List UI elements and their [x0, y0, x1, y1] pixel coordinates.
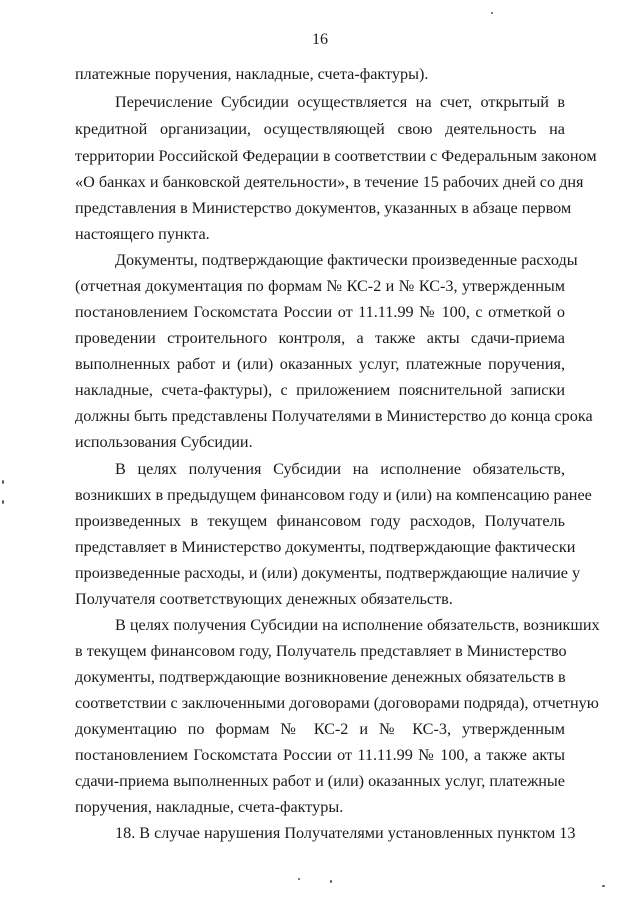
text-line: Получателя соответствующих денежных обязательств. [75, 590, 453, 608]
text-line: накладные, счета-фактуры), с приложением пояснительной записки [75, 381, 565, 399]
text-line: документацию по формам № КС-2 и № КС-3, утвержденным [75, 720, 565, 738]
text-line: постановлением Госкомстата России от 11.11.99 № 100, с отметкой о [75, 303, 565, 321]
text-line: постановлением Госкомстата России от 11.11.99 № 100, а также акты [75, 746, 565, 764]
text-line: произведенных в текущем финансовом году расходов, Получатель [75, 512, 565, 530]
text-line: В целях получения Субсидии на исполнение обязательств, [115, 460, 565, 478]
text-line: произведенные расходы, и (или) документы, подтверждающие наличие у [75, 564, 581, 582]
text-line: платежные поручения, накладные, счета-фактуры). [75, 65, 429, 83]
scan-speck [602, 885, 605, 887]
text-line: представления в Министерство документов, указанных в абзаце первом [75, 199, 572, 217]
text-line: 18. В случае нарушения Получателями установленных пунктом 13 [115, 824, 576, 842]
text-line: использования Субсидии. [75, 433, 253, 451]
text-line: возникших в предыдущем финансовом году и (или) на компенсацию ранее [75, 486, 592, 504]
page-number: 16 [312, 31, 328, 48]
text-line: территории Российской Федерации в соответствии с Федеральным законом [75, 147, 597, 165]
text-line: соответствии с заключенными договорами (договорами подряда), отчетную [75, 694, 599, 712]
scan-speck [491, 12, 493, 14]
text-line: проведении строительного контроля, а также акты сдачи-приема [75, 329, 565, 347]
text-line: «О банках и банковской деятельности», в течение 15 рабочих дней со дня [75, 173, 584, 191]
text-line: кредитной организации, осуществляющей свою деятельность на [75, 120, 565, 138]
text-line: документы, подтверждающие возникновение денежных обязательств в [75, 668, 566, 686]
text-line: в текущем финансовом году, Получатель представляет в Министерство [75, 642, 567, 660]
text-line: Документы, подтверждающие фактически произведенные расходы [115, 251, 578, 269]
text-line: В целях получения Субсидии на исполнение обязательств, возникших [115, 616, 600, 634]
text-line: Перечисление Субсидии осуществляется на счет, открытый в [115, 93, 565, 111]
scan-speck [2, 500, 4, 504]
scan-speck [330, 880, 332, 883]
text-line: сдачи-приема выполненных работ и (или) оказанных услуг, платежные [75, 772, 565, 790]
text-line: поручения, накладные, счета-фактуры. [75, 798, 344, 816]
text-line: представляет в Министерство документы, подтверждающие фактически [75, 538, 576, 556]
scan-speck [2, 480, 4, 484]
text-line: выполненных работ и (или) оказанных услуг, платежные поручения, [75, 355, 565, 373]
scan-speck [298, 878, 300, 880]
text-line: настоящего пункта. [75, 225, 210, 243]
text-line: должны быть представлены Получателями в Министерство до конца срока [75, 407, 593, 425]
text-line: (отчетная документация по формам № КС-2 и № КС-3, утвержденным [75, 277, 565, 295]
